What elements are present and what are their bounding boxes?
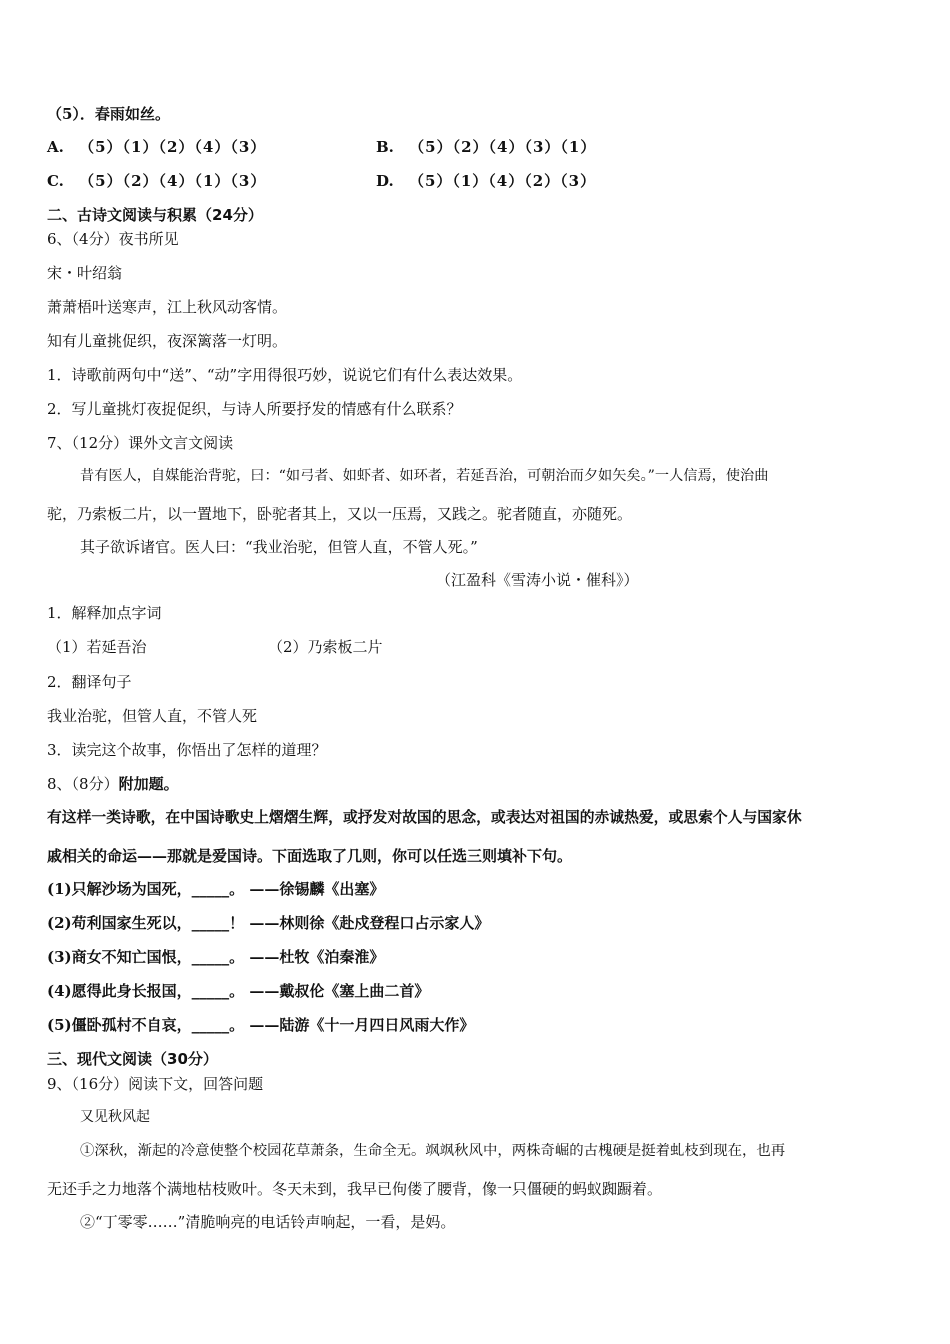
section2-heading: 二、古诗文阅读与积累（24分） — [47, 206, 263, 224]
option-b[interactable] — [376, 137, 596, 157]
option-letter: B. — [376, 138, 394, 156]
q7-sub-3: 3．读完这个故事，你悟出了怎样的道理？ — [47, 741, 327, 759]
q7-sub-2-text: 我业治驼，但管人直，不管人死 — [47, 707, 258, 725]
section3-heading: 三、现代文阅读（30分） — [47, 1050, 218, 1068]
q9-stem: 9、（16分）阅读下文，回答问题 — [47, 1075, 264, 1093]
q8-intro-line-2: 戚相关的命运——那就是爱国诗。下面选取了几则，你可以任选三则填补下句。 — [47, 847, 573, 865]
q7-sub-1: 1．解释加点字词 — [47, 604, 162, 622]
q8-item-1: (1)只解沙场为国死，_____。 ——徐锡麟《出塞》 — [47, 880, 385, 898]
q6-sub-1: 1．诗歌前两句中“送”、“动”字用得很巧妙，说说它们有什么表达效果。 — [47, 366, 523, 384]
q7-passage-line-2: 驼，乃索板二片，以一置地下，卧驼者其上，又以一压焉，又践之。驼者随直，亦随死。 — [47, 505, 633, 523]
q6-poem-line-1: 萧萧梧叶送寒声，江上秋风动客情。 — [47, 298, 288, 316]
option-c[interactable] — [47, 171, 266, 191]
q8-stem-bold: 附加题。 — [118, 775, 179, 793]
q7-source: （江盈科《雪涛小说・催科》） — [436, 571, 639, 589]
q6-stem: 6、（4分）夜书所见 — [47, 230, 179, 248]
option-a[interactable] — [47, 137, 266, 157]
q6-author: 宋・叶绍翁 — [47, 264, 123, 282]
q6-sub-2: 2．写儿童挑灯夜捉促织，与诗人所要抒发的情感有什么联系？ — [47, 400, 462, 418]
option-sequence: （5）（2）（4）（3）（1） — [409, 138, 597, 156]
option-letter: A. — [47, 138, 64, 156]
q7-stem: 7、（12分）课外文言文阅读 — [47, 434, 234, 452]
option-letter: C. — [47, 172, 64, 190]
q8-item-3: (3)商女不知亡国恨，_____。 ——杜牧《泊秦淮》 — [47, 948, 385, 966]
q7-passage-line-1: 昔有医人，自媒能治背驼，曰：“如弓者、如虾者、如环者，若延吾治，可朝治而夕如矢矣。”一人信焉，使治曲 — [80, 468, 769, 484]
option-d[interactable] — [376, 171, 596, 191]
option-sequence: （5）（1）（2）（4）（3） — [79, 138, 267, 156]
q8-item-4: (4)愿得此身长报国，_____。 ——戴叔伦《塞上曲二首》 — [47, 982, 430, 1000]
q8-item-2: (2)苟利国家生死以，_____！ ——林则徐《赴戍登程口占示家人》 — [47, 914, 490, 932]
q9-article-title: 又见秋风起 — [80, 1109, 150, 1125]
q8-stem-prefix: 8、（8分） — [47, 775, 119, 793]
q8-item-5: (5)僵卧孤村不自哀，_____。 ——陆游《十一月四日风雨大作》 — [47, 1016, 475, 1034]
q9-para-2: ②“丁零零……”清脆响亮的电话铃声响起，一看，是妈。 — [80, 1213, 456, 1231]
option-letter: D. — [376, 172, 394, 190]
q7-sub-1-b: （2）乃索板二片 — [268, 638, 383, 656]
q7-sub-2: 2．翻译句子 — [47, 673, 132, 691]
option-sequence: （5）（1）（4）（2）（3） — [408, 172, 597, 190]
q9-para-1-line-1: ①深秋，渐起的冷意使整个校园花草萧条，生命全无。飒飒秋风中，两株奇崛的古槐硬是挺着虬枝到现在，也再 — [80, 1143, 786, 1159]
option-sequence: （5）（2）（4）（1）（3） — [79, 172, 267, 190]
q5-item-5: （5）．春雨如丝。 — [47, 105, 170, 123]
q9-para-1-line-2: 无还手之力地落个满地枯枝败叶。冬天未到，我早已佝偻了腰背，像一只僵硬的蚂蚁踟蹰着。 — [47, 1180, 663, 1198]
q8-intro-line-1: 有这样一类诗歌，在中国诗歌史上熠熠生辉，或抒发对故国的思念，或表达对祖国的赤诚热爱，或思索个人与国家休 — [47, 809, 802, 826]
q7-passage-line-3: 其子欲诉诸官。医人曰：“我业治驼，但管人直，不管人死。” — [80, 538, 478, 556]
q8-stem — [47, 774, 179, 794]
q7-sub-1-a: （1）若延吾治 — [47, 638, 147, 656]
q6-poem-line-2: 知有儿童挑促织，夜深篱落一灯明。 — [47, 332, 288, 350]
